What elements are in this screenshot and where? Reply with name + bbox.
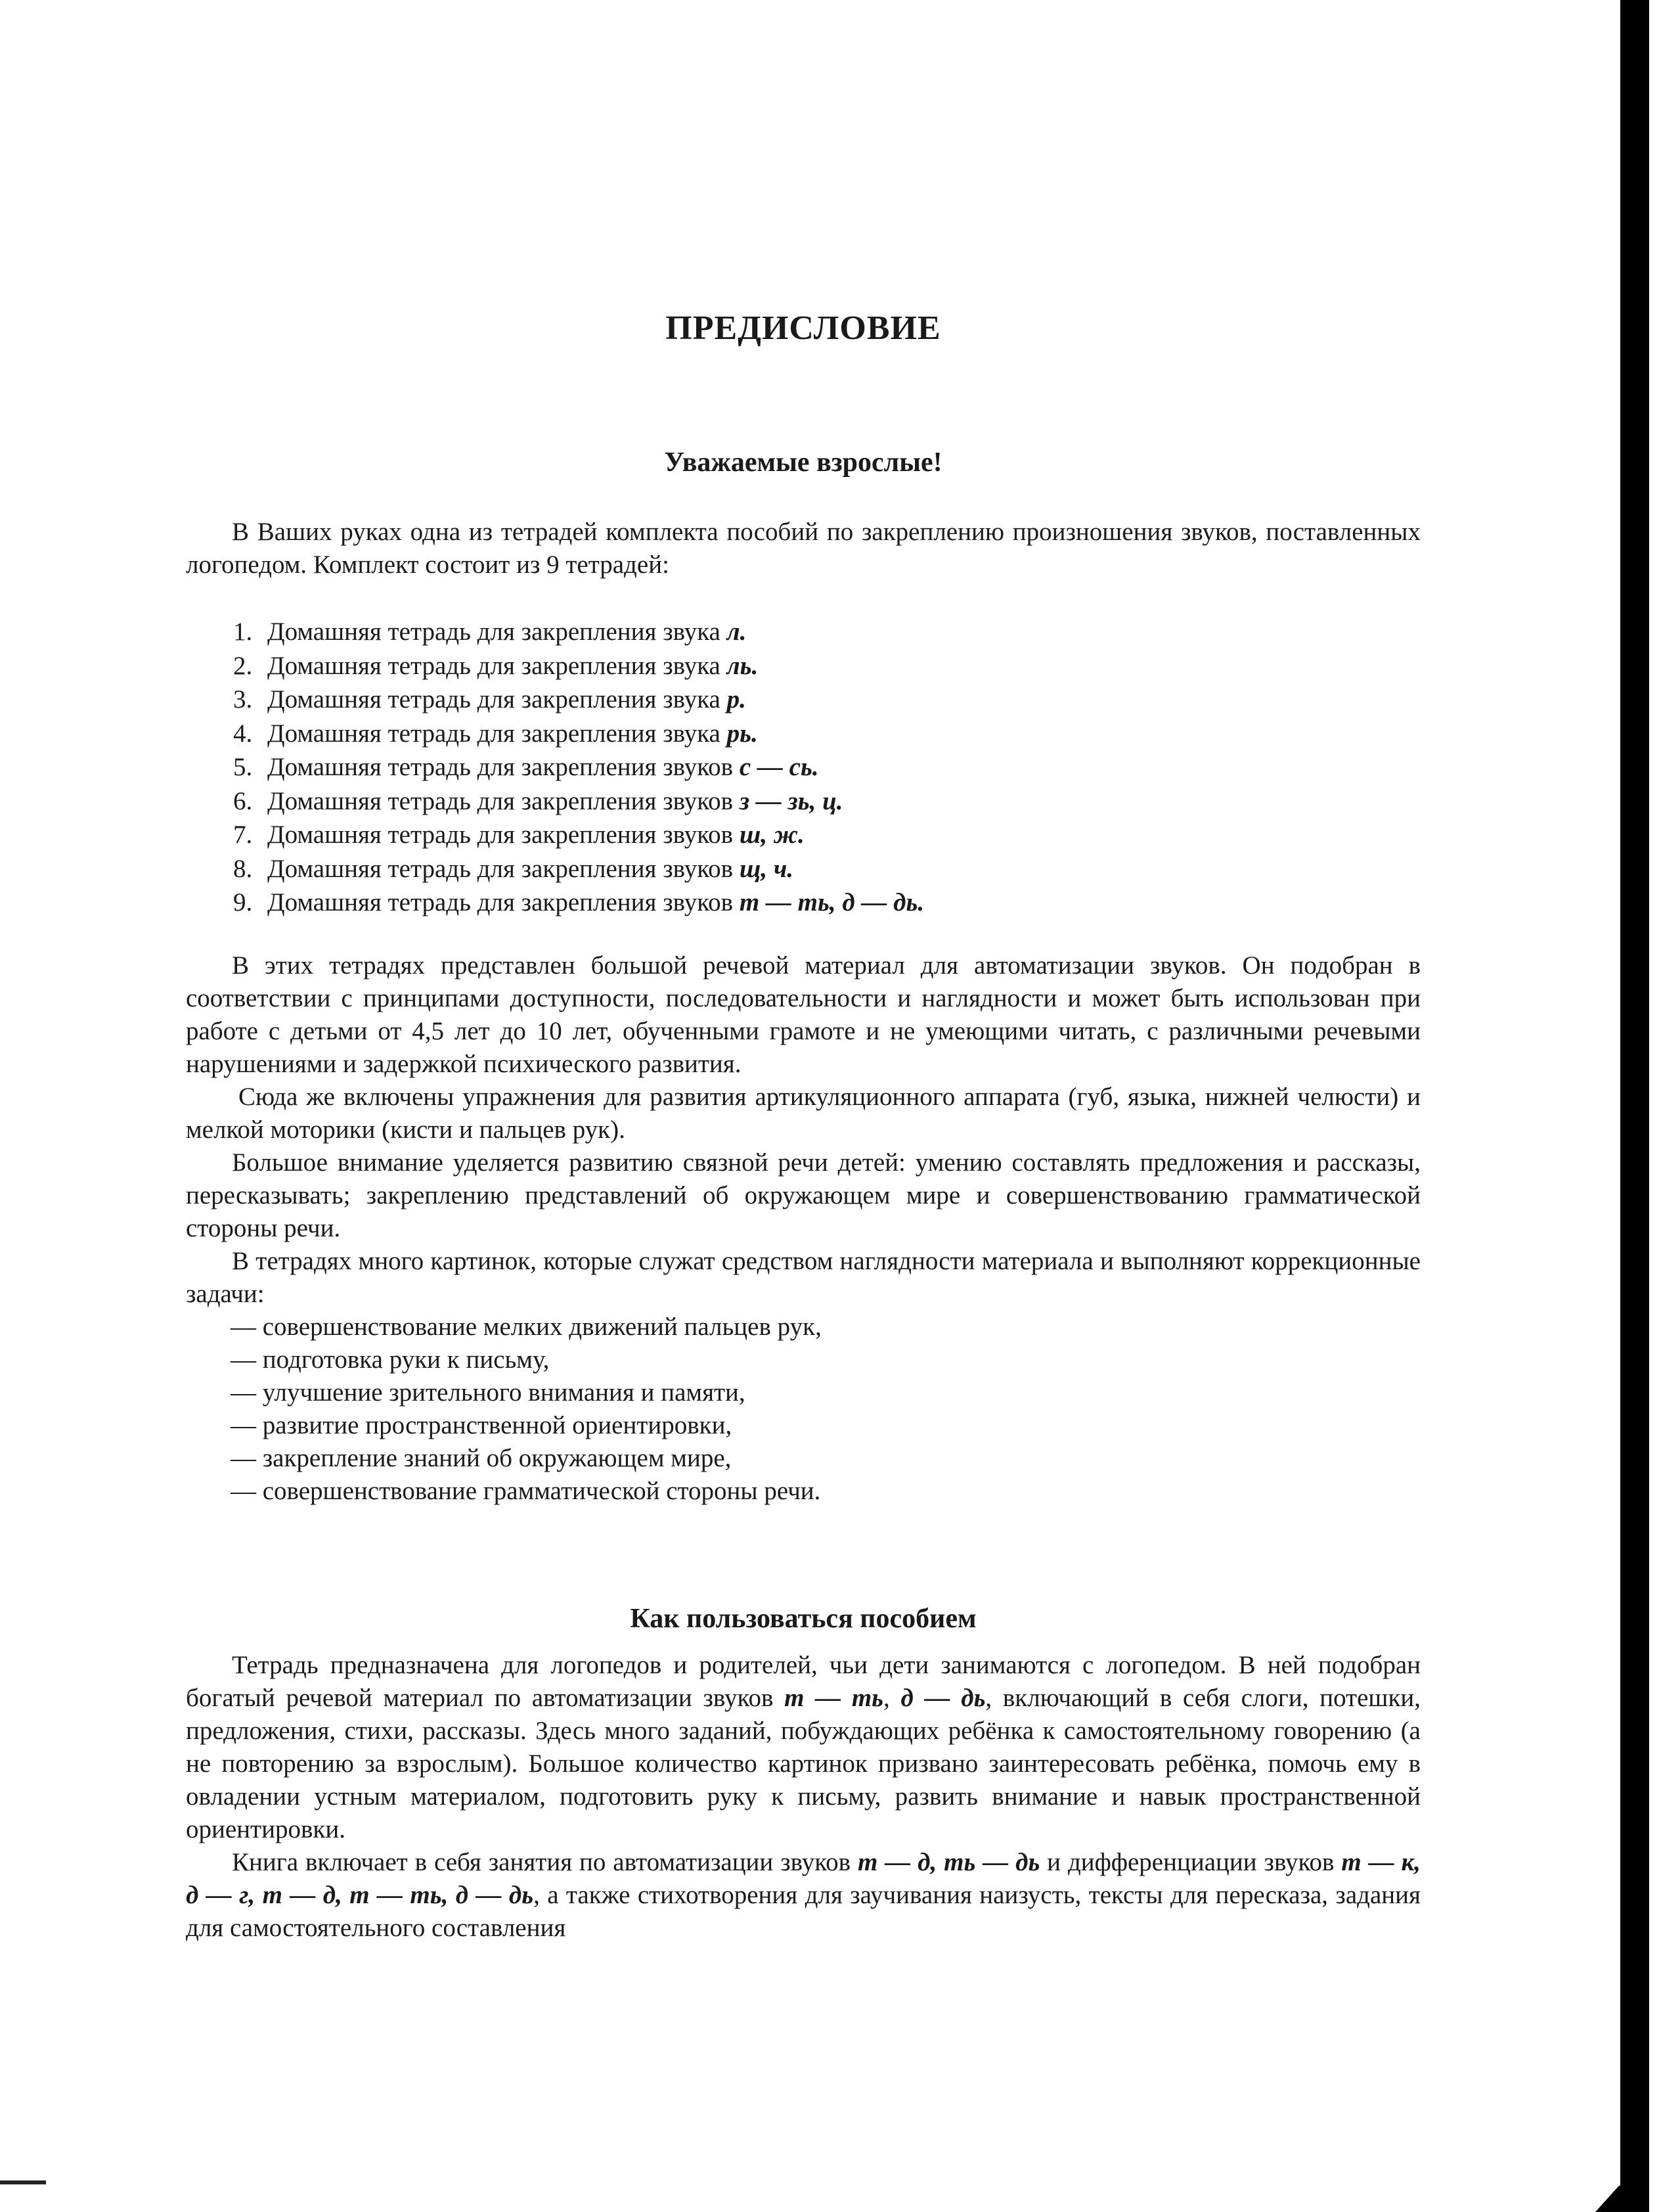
notebook-number: 8. bbox=[233, 854, 253, 883]
usage-text: , а также стихотворения для заучивания наизусть, тексты для пересказа, задания для самостоятельного составления bbox=[186, 1881, 1421, 1942]
notebook-number: 4. bbox=[233, 719, 253, 748]
notebook-text: Домашняя тетрадь для закрепления звуков bbox=[267, 786, 740, 815]
usage-sound: т — д, ть — дь bbox=[857, 1848, 1040, 1876]
notebook-sound: р. bbox=[726, 685, 746, 713]
usage-sound: т — ть bbox=[784, 1684, 883, 1712]
usage-text: , bbox=[883, 1684, 901, 1712]
notebook-number: 9. bbox=[233, 888, 253, 916]
body-paragraph: Большое внимание уделяется развитию связной речи детей: умению составлять предложения и рассказы, пересказывать; закреплению представлений об окружающем мире и совершенствованию грамматической стороны речи. bbox=[186, 1148, 1421, 1242]
notebook-item bbox=[233, 717, 924, 751]
notebook-sound: рь. bbox=[726, 719, 758, 748]
task-item: — закрепление знаний об окружающем мире, bbox=[231, 1444, 732, 1472]
notebook-text: Домашняя тетрадь для закрепления звуков bbox=[267, 753, 740, 781]
notebook-item bbox=[233, 818, 924, 852]
notebook-sound: з — зь, ц. bbox=[739, 786, 843, 815]
notebook-number: 3. bbox=[233, 685, 253, 713]
notebook-number: 6. bbox=[233, 786, 253, 815]
notebook-sound: т — ть, д — дь. bbox=[739, 888, 925, 916]
notebook-sound: щ, ч. bbox=[739, 854, 794, 883]
usage-text: Тетрадь предназначена для логопедов и родителей, чьи дети занимаются с логопедом. В ней подобран богатый речевой материал по автоматизации звуков bbox=[186, 1651, 1421, 1712]
usage-text: , включающий в себя слоги, потешки, предложения, стихи, рассказы. Здесь много заданий, побуждающих ребёнка к самостоятельному говорению (а не повторению за взрослым). Большое количество картинок призвано заинтересовать ребёнка, помочь ему в овладении устным материалом, подготовить руку к письму, развить внимание и навык пространственной ориентировки. bbox=[186, 1684, 1421, 1843]
notebook-text: Домашняя тетрадь для закрепления звука bbox=[267, 685, 727, 713]
usage-text: и дифференциации звуков bbox=[1040, 1848, 1342, 1876]
task-item: — совершенствование мелких движений пальцев рук, bbox=[231, 1313, 822, 1341]
section-heading-usage: Как пользоваться пособием bbox=[630, 1604, 977, 1634]
notebook-item bbox=[233, 683, 924, 717]
body-paragraph: В тетрадях много картинок, которые служат средством наглядности материала и выполняют коррекционные задачи: bbox=[186, 1247, 1421, 1308]
usage-sound: т — к, д — г, т — д, т — ть, д — дь bbox=[186, 1848, 1421, 1909]
usage-paragraph bbox=[186, 1649, 1421, 1846]
notebook-sound: с — сь. bbox=[739, 753, 819, 781]
task-list bbox=[186, 1311, 1421, 1508]
usage-paragraph bbox=[186, 1846, 1421, 1945]
scan-margin-mark bbox=[0, 2180, 46, 2184]
scan-edge-bar bbox=[1620, 0, 1649, 2212]
notebook-item bbox=[233, 852, 924, 886]
notebook-item bbox=[233, 649, 924, 683]
notebook-number: 5. bbox=[233, 753, 253, 781]
usage-block bbox=[186, 1649, 1421, 1945]
notebook-item bbox=[233, 784, 924, 819]
notebook-number: 1. bbox=[233, 618, 253, 646]
notebook-sound: л. bbox=[726, 618, 747, 646]
notebook-text: Домашняя тетрадь для закрепления звука bbox=[267, 719, 727, 748]
task-item: — улучшение зрительного внимания и памяти, bbox=[231, 1378, 745, 1407]
notebook-text: Домашняя тетрадь для закрепления звуков bbox=[267, 888, 740, 916]
usage-sound: д — дь bbox=[900, 1684, 986, 1712]
page-title: ПРЕДИСЛОВИЕ bbox=[665, 309, 941, 347]
notebook-list bbox=[233, 615, 924, 920]
notebook-number: 7. bbox=[233, 821, 253, 849]
greeting-heading: Уважаемые взрослые! bbox=[664, 447, 942, 478]
notebook-sound: ль. bbox=[726, 651, 759, 680]
intro-paragraph: В Ваших руках одна из тетрадей комплекта пособий по закреплению произношения звуков, поставленных логопедом. Комплект состоит из 9 тетрадей: bbox=[186, 518, 1421, 579]
notebook-item bbox=[233, 886, 924, 920]
notebook-sound: ш, ж. bbox=[739, 821, 805, 849]
notebook-text: Домашняя тетрадь для закрепления звука bbox=[267, 651, 727, 680]
body-paragraph: Сюда же включены упражнения для развития артикуляционного аппарата (губ, языка, нижней челюсти) и мелкой моторики (кисти и пальцев рук). bbox=[186, 1083, 1421, 1144]
notebook-text: Домашняя тетрадь для закрепления звука bbox=[267, 618, 727, 646]
notebook-number: 2. bbox=[233, 651, 253, 680]
notebook-text: Домашняя тетрадь для закрепления звуков bbox=[267, 821, 740, 849]
body-paragraph: В этих тетрадях представлен большой речевой материал для автоматизации звуков. Он подобран в соответствии с принципами доступности, последовательности и наглядности и может быть использован при работе с детьми от 4,5 лет до 10 лет, обученными грамоте и не умеющими читать, с различными речевыми нарушениями и задержкой психического развития. bbox=[186, 951, 1421, 1078]
task-item: — подготовка руки к письму, bbox=[231, 1345, 550, 1374]
scan-edge-notch bbox=[1595, 2186, 1635, 2212]
notebook-item bbox=[233, 750, 924, 784]
task-item: — развитие пространственной ориентировки, bbox=[231, 1411, 732, 1439]
notebook-text: Домашняя тетрадь для закрепления звуков bbox=[267, 854, 740, 883]
usage-text: Книга включает в себя занятия по автоматизации звуков bbox=[232, 1848, 858, 1876]
task-item: — совершенствование грамматической стороны речи. bbox=[231, 1477, 821, 1505]
intro-block bbox=[186, 516, 1421, 581]
body-block bbox=[186, 949, 1421, 1508]
notebook-item bbox=[233, 615, 924, 649]
